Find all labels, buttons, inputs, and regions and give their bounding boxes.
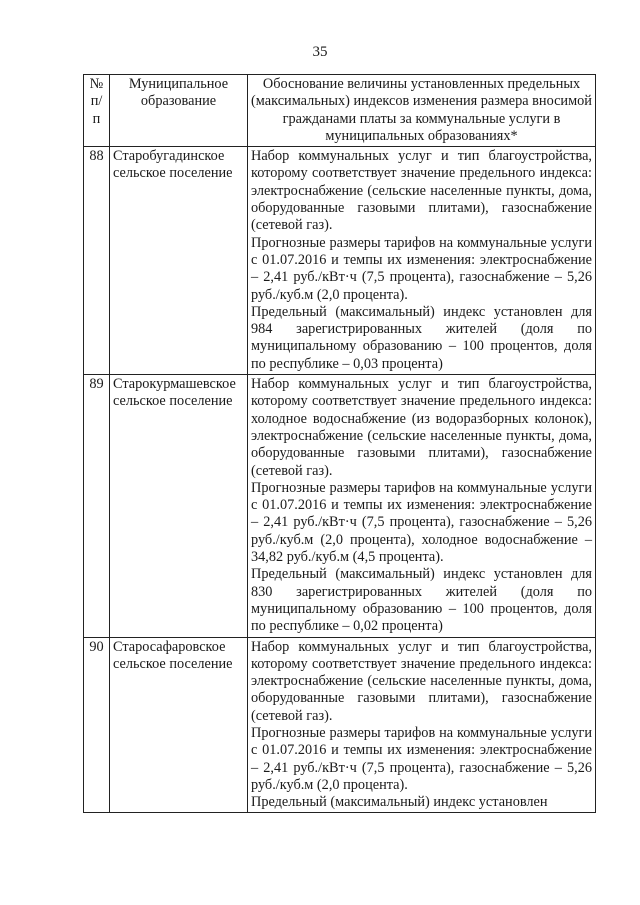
justification-cell (248, 375, 596, 637)
index-paragraph: Предельный (максимальный) индекс установлен для 984 зарегистрированных жителей (доля по муниципальному образованию – 100 процентов, доля по республике – 0,03 процента) (251, 303, 592, 372)
tariffs-paragraph: Прогнозные размеры тарифов на коммунальные услуги с 01.07.2016 и темпы их изменения: электроснабжение – 2,41 руб./кВт·ч (7,5 процента), газоснабжение – 5,26 руб./куб.м (2,0 процента), холодное водоснабжение – 34,82 руб./куб.м (4,5 процента). (251, 479, 592, 566)
tariffs-paragraph: Прогнозные размеры тарифов на коммунальные услуги с 01.07.2016 и темпы их изменения: электроснабжение – 2,41 руб./кВт·ч (7,5 процента), газоснабжение – 5,26 руб./куб.м (2,0 процента). (251, 234, 592, 303)
header-num: № п/п (84, 75, 110, 147)
tariff-justification-table (83, 74, 596, 813)
municipality-name: Старобугадинское сельское поселение (110, 147, 248, 375)
row-number: 88 (84, 147, 110, 375)
services-paragraph: Набор коммунальных услуг и тип благоустройства, которому соответствует значение предельного индекса: электроснабжение (сельские населенные пункты, дома, оборудованные газовыми плитами), газоснабжение (сетевой газ). (251, 148, 592, 234)
page-number: 35 (312, 44, 328, 60)
services-paragraph: Набор коммунальных услуг и тип благоустройства, которому соответствует значение предельного индекса: электроснабжение (сельские населенные пункты, дома, оборудованные газовыми плитами), газоснабжение (сетевой газ). (251, 638, 592, 724)
table-row (84, 375, 596, 637)
table-row (84, 147, 596, 375)
justification-cell (248, 637, 596, 813)
row-number: 89 (84, 375, 110, 637)
table-header-row (84, 75, 596, 147)
tariffs-paragraph: Прогнозные размеры тарифов на коммунальные услуги с 01.07.2016 и темпы их изменения: электроснабжение – 2,41 руб./кВт·ч (7,5 процента), газоснабжение – 5,26 руб./куб.м (2,0 процента). (251, 724, 592, 793)
table-row (84, 637, 596, 813)
index-paragraph: Предельный (максимальный) индекс установлен для 830 зарегистрированных жителей (доля по муниципальному образованию – 100 процентов, доля по республике – 0,02 процента) (251, 566, 592, 635)
index-paragraph: Предельный (максимальный) индекс установлен (251, 794, 548, 811)
row-number: 90 (84, 637, 110, 813)
header-municipality: Муниципальное образование (110, 75, 248, 147)
municipality-name: Старокурмашевское сельское поселение (110, 375, 248, 637)
services-paragraph: Набор коммунальных услуг и тип благоустройства, которому соответствует значение предельного индекса: холодное водоснабжение (из водоразборных колонок), электроснабжение (сельские населенные пункты, дома, оборудованные газовыми плитами), газоснабжение (сетевой газ). (251, 376, 592, 479)
municipality-name: Старосафаровское сельское поселение (110, 637, 248, 813)
header-justification: Обоснование величины установленных предельных (максимальных) индексов изменения размера вносимой гражданами платы за коммунальные услуги в муниципальных образованиях* (248, 75, 596, 147)
justification-cell (248, 147, 596, 375)
